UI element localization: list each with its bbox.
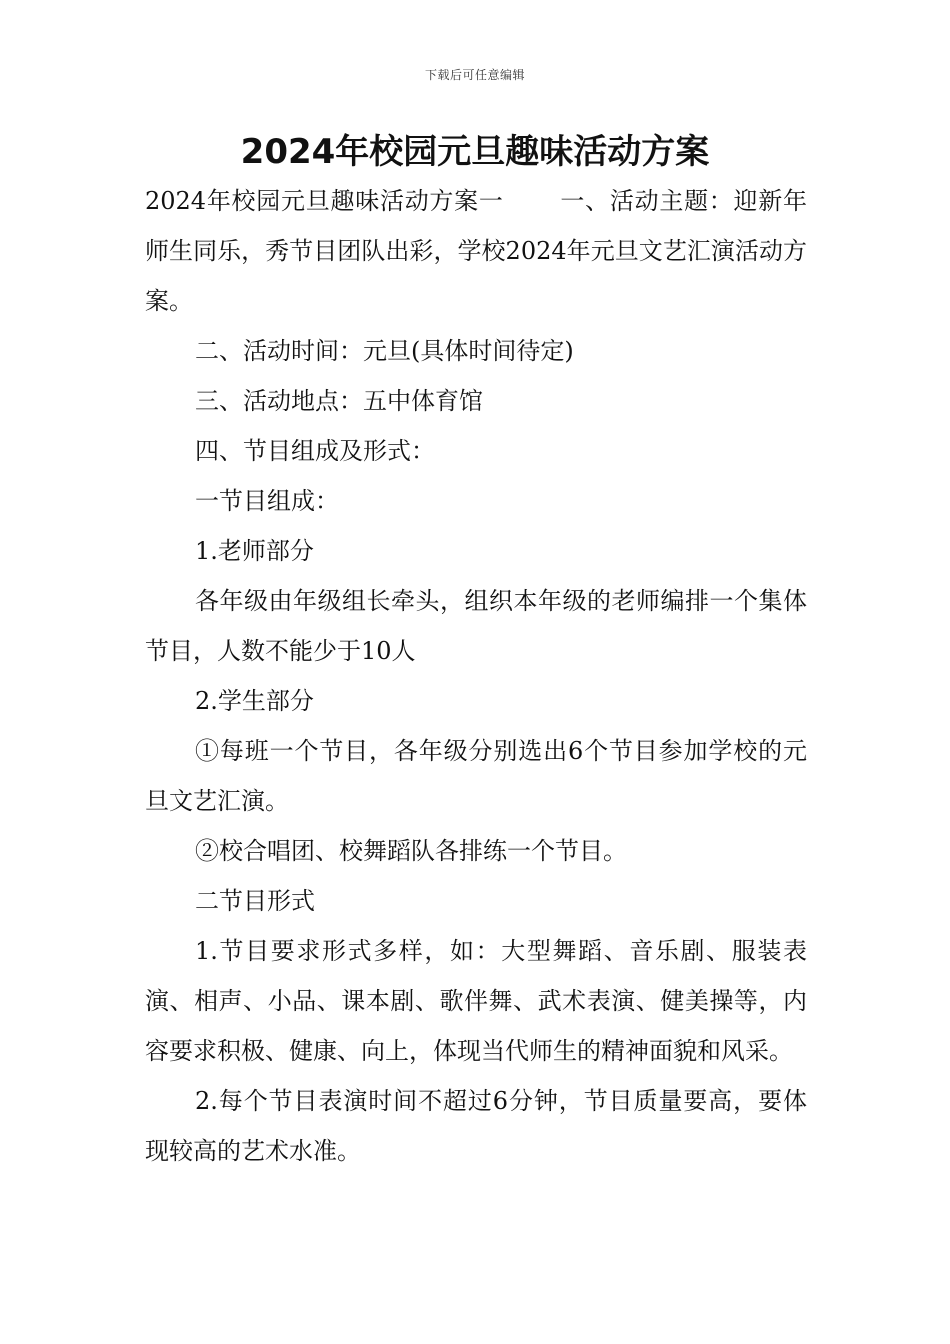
header-note: 下载后可任意编辑 <box>424 68 525 82</box>
paragraph-program-form: 二节目形式 <box>195 887 315 915</box>
paragraph-student-class: ①每班一个节目，各年级分别选出6个节目参加学校的元旦文艺汇演。 <box>145 737 807 815</box>
paragraph-program-heading: 四、节目组成及形式： <box>195 437 435 465</box>
document-body <box>145 176 807 1176</box>
paragraph-teacher-text: 各年级由年级组长牵头，组织本年级的老师编排一个集体节目，人数不能少于10人 <box>145 587 807 665</box>
paragraph-student-heading: 2.学生部分 <box>195 687 314 715</box>
intro-label: 2024年校园元旦趣味活动方案一 <box>145 187 504 215</box>
paragraph-theme <box>145 176 807 326</box>
paragraph-location: 三、活动地点：五中体育馆 <box>195 387 483 415</box>
document-title: 2024年校园元旦趣味活动方案 <box>240 132 710 172</box>
paragraph-teacher-heading: 1.老师部分 <box>195 537 314 565</box>
paragraph-student-choir: ②校合唱团、校舞蹈队各排练一个节目。 <box>195 837 627 865</box>
paragraph-time: 二、活动时间：元旦(具体时间待定) <box>195 337 574 365</box>
paragraph-form-duration: 2.每个节目表演时间不超过6分钟，节目质量要高，要体现较高的艺术水准。 <box>145 1087 807 1165</box>
paragraph-form-variety: 1.节目要求形式多样，如：大型舞蹈、音乐剧、服装表演、相声、小品、课本剧、歌伴舞、武术表演、健美操等，内容要求积极、健康、向上，体现当代师生的精神面貌和风采。 <box>145 937 807 1065</box>
theme-text: 一、活动主题：迎新年师生同乐，秀节目团队出彩，学校2024年元旦文艺汇演活动方案。 <box>145 187 808 315</box>
paragraph-program-composition: 一节目组成： <box>195 487 339 515</box>
